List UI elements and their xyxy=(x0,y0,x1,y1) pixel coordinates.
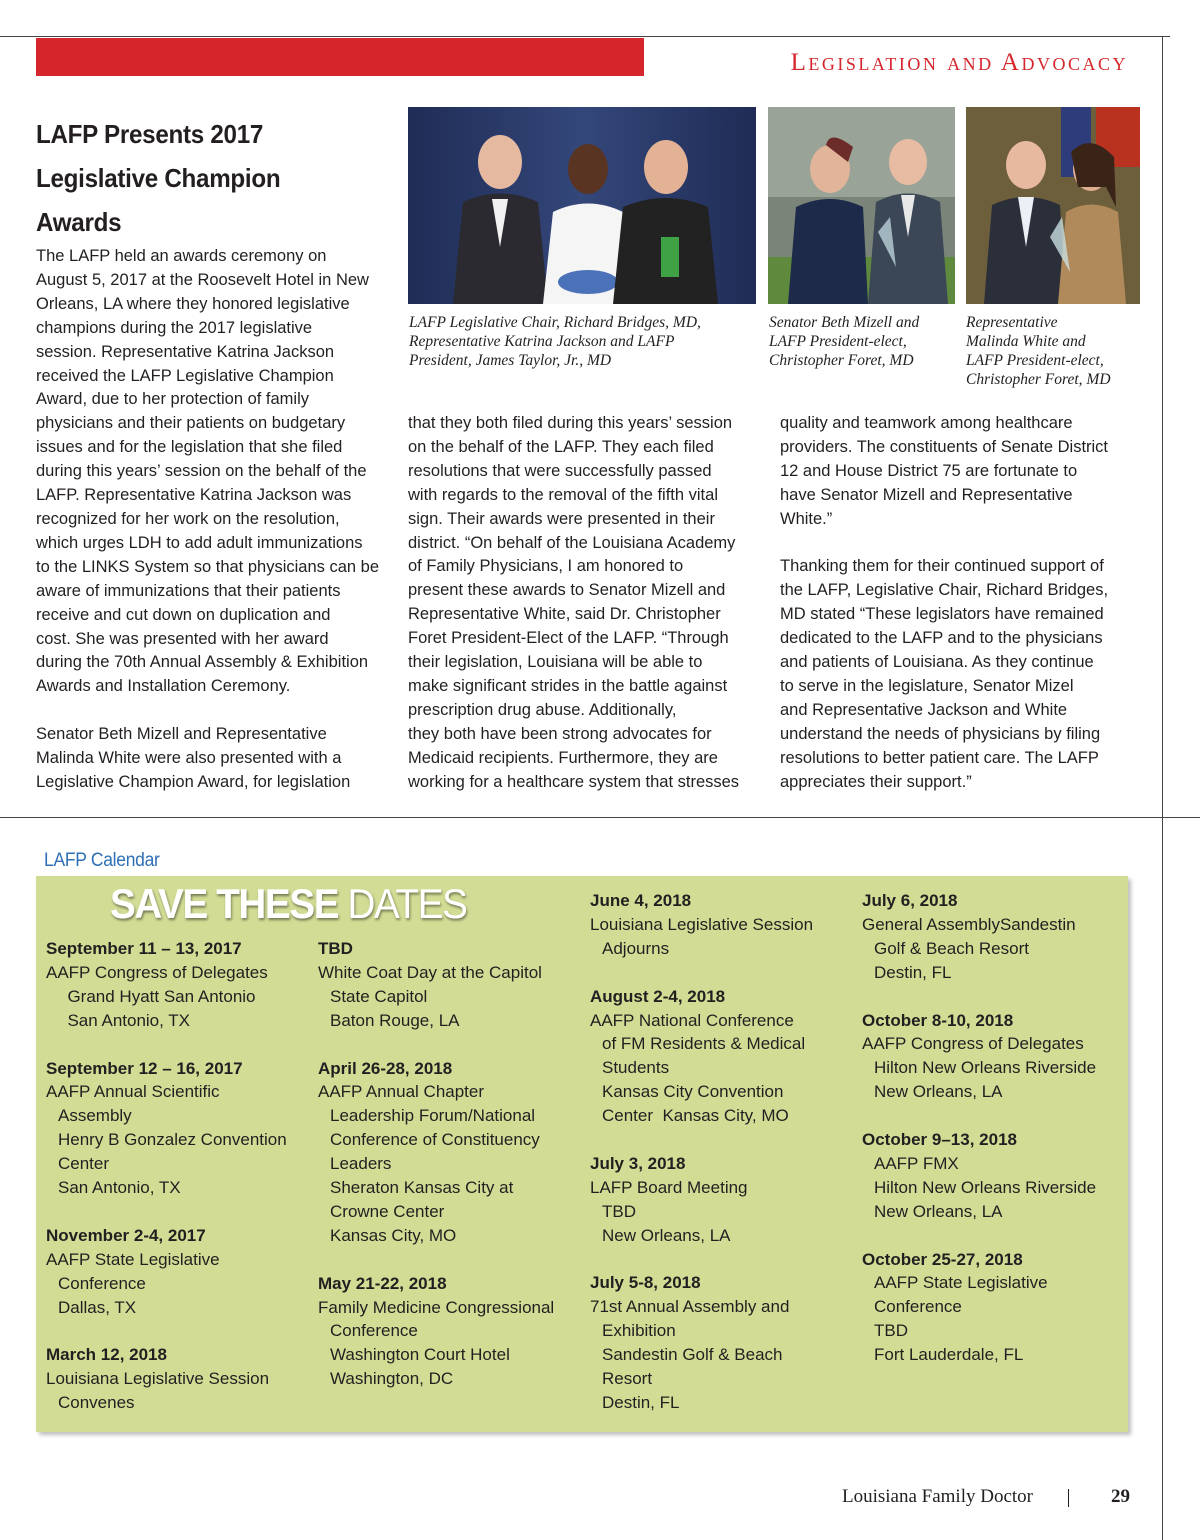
headline-line-1: LAFP Presents 2017 xyxy=(36,119,264,149)
text-line: district. “On behalf of the Louisiana Academy xyxy=(408,533,736,552)
event-detail: Assembly xyxy=(58,1106,132,1126)
event-detail: Sandestin Golf & Beach xyxy=(602,1345,783,1365)
text-line: resolutions to better patient care. The LAFP xyxy=(780,748,1099,767)
event-detail: Conference xyxy=(874,1297,962,1317)
text-line: they both have been strong advocates for xyxy=(408,724,712,743)
event-date: November 2-4, 2017 xyxy=(46,1225,206,1245)
event-detail: Leadership Forum/National xyxy=(330,1106,536,1126)
event-title: 71st Annual Assembly and xyxy=(590,1297,790,1317)
event-detail: Hilton New Orleans Riverside xyxy=(874,1177,1097,1197)
event-detail: Sheraton Kansas City at xyxy=(330,1178,514,1198)
event-detail: Crowne Center xyxy=(330,1201,445,1221)
text-line: understand the needs of physicians by filing xyxy=(780,724,1101,743)
banner-bold: SAVE THESE xyxy=(110,880,339,927)
text-line: that they both filed during this years’ session xyxy=(408,414,733,432)
article-paragraph xyxy=(780,412,1135,532)
text-line: during this years’ session on the behalf of the xyxy=(36,462,367,481)
calendar-event xyxy=(318,937,578,1033)
text-line: to the LINKS System so that physicians can be xyxy=(36,557,380,576)
photo-caption-1 xyxy=(409,313,759,370)
event-detail: Destin, FL xyxy=(602,1392,680,1412)
text-line: aware of immunizations that their patients xyxy=(36,581,341,600)
calendar-event xyxy=(862,1128,1122,1224)
section-color-bar xyxy=(36,38,644,76)
event-detail: Conference xyxy=(58,1273,146,1293)
event-detail: Dallas, TX xyxy=(58,1297,137,1317)
event-detail: Convenes xyxy=(58,1393,135,1413)
calendar-event xyxy=(590,1152,850,1248)
text-line: and patients of Louisiana. As they continue xyxy=(780,653,1094,672)
article-paragraph xyxy=(36,245,386,699)
event-detail: Conference xyxy=(330,1321,418,1341)
text-line: Medicaid recipients. Furthermore, they are xyxy=(408,748,718,767)
caption-line: LAFP Legislative Chair, Richard Bridges, MD, xyxy=(409,314,701,331)
event-detail: State Capitol xyxy=(330,986,428,1006)
article-column-1 xyxy=(36,245,386,795)
event-detail: AAFP State Legislative xyxy=(874,1273,1048,1293)
event-title: AAFP National Conference xyxy=(590,1010,794,1030)
event-detail: Kansas City Convention xyxy=(602,1082,784,1102)
event-detail: Conference of Constituency xyxy=(330,1130,540,1150)
calendar-event xyxy=(46,1224,306,1320)
calendar-event xyxy=(46,1343,306,1415)
calendar-column-1 xyxy=(46,937,306,1439)
event-detail: Washington, DC xyxy=(330,1369,454,1389)
article-paragraph xyxy=(36,723,386,795)
event-detail: New Orleans, LA xyxy=(602,1225,731,1245)
event-date: TBD xyxy=(318,939,353,958)
banner-light: DATES xyxy=(347,880,467,927)
headline-line-2: Legislative Champion Awards xyxy=(36,163,281,237)
publication-name: Louisiana Family Doctor xyxy=(841,1486,1033,1507)
text-line: dedicated to the LAFP and to the physicians xyxy=(780,629,1103,648)
event-title: AAFP State Legislative xyxy=(46,1249,220,1269)
event-date: October 25-27, 2018 xyxy=(862,1249,1023,1269)
event-title: AAFP Congress of Delegates xyxy=(46,962,268,982)
calendar-event xyxy=(46,937,306,1033)
caption-line: LAFP President-elect, xyxy=(769,333,907,350)
text-line: during the 70th Annual Assembly & Exhibition xyxy=(36,653,369,672)
photo-caption-3 xyxy=(966,313,1141,389)
event-date: September 12 – 16, 2017 xyxy=(46,1058,243,1078)
event-title: AAFP Annual Chapter xyxy=(318,1082,485,1102)
caption-line: Representative Katrina Jackson and LAFP xyxy=(409,333,675,350)
event-title: Louisiana Legislative Session xyxy=(46,1369,270,1389)
caption-line: Representative xyxy=(966,314,1058,331)
text-line: The LAFP held an awards ceremony on xyxy=(36,247,327,265)
calendar-label: LAFP Calendar xyxy=(44,850,160,871)
text-line: have Senator Mizell and Representative xyxy=(780,485,1073,504)
top-rule xyxy=(0,36,1170,37)
event-detail: New Orleans, LA xyxy=(874,1201,1003,1221)
text-line: champions during the 2017 legislative xyxy=(36,318,313,337)
event-detail: Golf & Beach Resort xyxy=(874,938,1029,958)
text-line: Orleans, LA where they honored legislative xyxy=(36,294,350,313)
event-date: September 11 – 13, 2017 xyxy=(46,939,242,958)
text-line: their legislation, Louisiana will be able to xyxy=(408,653,703,672)
text-line: Foret President-Elect of the LAFP. “Through xyxy=(408,629,729,648)
event-title: Family Medicine Congressional xyxy=(318,1297,555,1317)
calendar-event xyxy=(862,1248,1122,1368)
text-line: working for a healthcare system that stresses xyxy=(408,772,740,791)
calendar-event xyxy=(862,889,1122,985)
calendar-event xyxy=(590,985,850,1128)
event-detail: Fort Lauderdale, FL xyxy=(874,1345,1024,1365)
event-date: October 9–13, 2018 xyxy=(862,1130,1017,1150)
calendar-event xyxy=(590,1271,850,1414)
award-photo-mizell xyxy=(768,107,955,304)
event-title: White Coat Day at the Capitol xyxy=(318,962,542,982)
text-line: to serve in the legislature, Senator Mizel xyxy=(780,676,1074,695)
text-line: resolutions that were successfully passed xyxy=(408,461,712,480)
footer-separator xyxy=(1068,1489,1069,1507)
calendar-column-4 xyxy=(862,889,1122,1391)
text-line: 12 and House District 75 are fortunate to xyxy=(780,461,1078,480)
calendar-event xyxy=(46,1057,306,1200)
event-date: July 3, 2018 xyxy=(590,1153,686,1173)
event-detail: San Antonio, TX xyxy=(58,1178,181,1198)
event-title: Louisiana Legislative Session xyxy=(590,914,814,934)
award-photo-jackson xyxy=(408,107,756,304)
event-detail: Adjourns xyxy=(602,938,670,958)
calendar-column-2 xyxy=(318,937,578,1415)
event-detail: Center xyxy=(58,1154,110,1174)
event-detail: TBD xyxy=(874,1321,908,1341)
page-number: 29 xyxy=(1111,1486,1130,1507)
text-line: and Representative Jackson and White xyxy=(780,700,1068,719)
caption-line: Malinda White and xyxy=(966,333,1086,350)
event-date: April 26-28, 2018 xyxy=(318,1058,453,1078)
save-these-dates-banner xyxy=(110,880,467,928)
text-line: Award, due to her protection of family xyxy=(36,390,310,409)
calendar-column-3 xyxy=(590,889,850,1439)
event-detail: Henry B Gonzalez Convention xyxy=(58,1130,287,1150)
text-line: session. Representative Katrina Jackson xyxy=(36,342,335,361)
event-detail: New Orleans, LA xyxy=(874,1082,1003,1102)
text-line: appreciates their support.” xyxy=(780,772,972,791)
event-detail: Destin, FL xyxy=(874,962,952,982)
article-paragraph xyxy=(780,555,1135,794)
text-line: August 5, 2017 at the Roosevelt Hotel in New xyxy=(36,270,369,289)
caption-line: Christopher Foret, MD xyxy=(769,352,914,369)
right-margin-rule xyxy=(1162,36,1163,1540)
award-photo-white xyxy=(966,107,1140,304)
calendar-event xyxy=(590,889,850,961)
article-headline xyxy=(36,112,371,244)
text-line: prescription drug abuse. Additionally, xyxy=(408,700,677,719)
text-line: Awards and Installation Ceremony. xyxy=(36,677,291,696)
text-line: Thanking them for their continued support of xyxy=(780,557,1104,576)
event-date: March 12, 2018 xyxy=(46,1345,167,1365)
event-detail: Center Kansas City, MO xyxy=(602,1106,789,1126)
calendar-event xyxy=(862,1009,1122,1105)
article-paragraph xyxy=(408,412,760,795)
text-line: with regards to the removal of the fifth vital xyxy=(408,485,718,504)
text-line: cost. She was presented with her award xyxy=(36,629,329,648)
event-detail: Baton Rouge, LA xyxy=(330,1010,460,1030)
text-line: physicians and their patients on budgetary xyxy=(36,414,346,433)
text-line: Malinda White were also presented with a xyxy=(36,749,342,768)
section-title: Legislation and Advocacy xyxy=(790,49,1128,76)
event-date: July 6, 2018 xyxy=(862,891,958,910)
text-line: which urges LDH to add adult immunizations xyxy=(36,533,363,552)
photo-caption-2 xyxy=(769,313,959,370)
event-date: July 5-8, 2018 xyxy=(590,1273,701,1293)
text-line: the LAFP, Legislative Chair, Richard Bridges, xyxy=(780,581,1109,600)
event-detail: Washington Court Hotel xyxy=(330,1345,510,1365)
event-detail: AAFP FMX xyxy=(874,1153,959,1173)
text-line: MD stated “These legislators have remained xyxy=(780,605,1104,624)
calendar-event xyxy=(318,1057,578,1248)
section-divider xyxy=(0,817,1200,818)
event-date: May 21-22, 2018 xyxy=(318,1273,447,1293)
event-title: General AssemblySandestin xyxy=(862,914,1076,934)
text-line: LAFP. Representative Katrina Jackson was xyxy=(36,486,352,505)
text-line: recognized for her work on the resolution, xyxy=(36,509,340,528)
text-line: Representative White, said Dr. Christopher xyxy=(408,605,721,624)
event-date: June 4, 2018 xyxy=(590,891,692,910)
text-line: Senator Beth Mizell and Representative xyxy=(36,725,327,744)
text-line: present these awards to Senator Mizell and xyxy=(408,581,726,600)
calendar-event xyxy=(318,1272,578,1392)
event-title: AAFP Annual Scientific xyxy=(46,1082,220,1102)
caption-line: Senator Beth Mizell and xyxy=(769,314,920,331)
event-detail: Grand Hyatt San Antonio xyxy=(58,986,256,1006)
event-date: October 8-10, 2018 xyxy=(862,1010,1014,1030)
text-line: received the LAFP Legislative Champion xyxy=(36,366,334,385)
text-line: make significant strides in the battle against xyxy=(408,676,728,695)
event-title: AAFP Congress of Delegates xyxy=(862,1034,1084,1054)
event-detail: Exhibition xyxy=(602,1321,676,1341)
text-line: providers. The constituents of Senate District xyxy=(780,437,1109,456)
text-line: quality and teamwork among healthcare xyxy=(780,414,1073,432)
text-line: Legislative Champion Award, for legislation xyxy=(36,772,351,791)
event-detail: of FM Residents & Medical xyxy=(602,1034,806,1054)
event-detail: San Antonio, TX xyxy=(58,1010,190,1030)
event-detail: Resort xyxy=(602,1369,653,1389)
text-line: sign. Their awards were presented in their xyxy=(408,509,715,528)
article-column-3 xyxy=(780,412,1135,794)
caption-line: President, James Taylor, Jr., MD xyxy=(409,352,612,369)
text-line: on the behalf of the LAFP. They each filed xyxy=(408,437,714,456)
event-detail: TBD xyxy=(602,1201,636,1221)
article-column-2 xyxy=(408,412,760,795)
event-detail: Kansas City, MO xyxy=(330,1225,457,1245)
text-line: issues and for the legislation that she filed xyxy=(36,438,343,457)
caption-line: Christopher Foret, MD xyxy=(966,371,1111,388)
event-title: LAFP Board Meeting xyxy=(590,1177,748,1197)
caption-line: LAFP President-elect, xyxy=(966,352,1104,369)
text-line: receive and cut down on duplication and xyxy=(36,605,331,624)
event-detail: Students xyxy=(602,1058,670,1078)
event-detail: Leaders xyxy=(330,1154,392,1174)
text-line: White.” xyxy=(780,509,833,528)
text-line: of Family Physicians, I am honored to xyxy=(408,557,684,576)
event-date: August 2-4, 2018 xyxy=(590,986,726,1006)
event-detail: Hilton New Orleans Riverside xyxy=(874,1058,1097,1078)
